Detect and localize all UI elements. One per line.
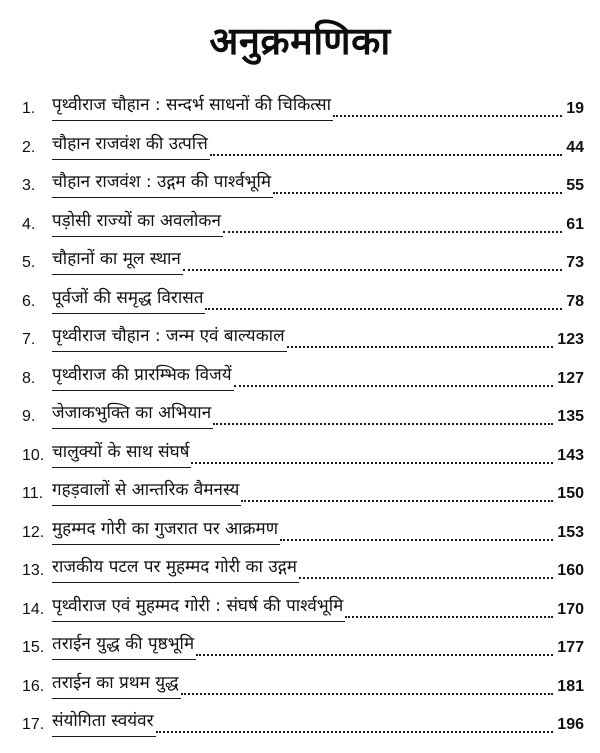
toc-entry — [22, 283, 584, 322]
entry-page-number: 19 — [566, 100, 584, 118]
entry-page-number: 150 — [557, 485, 584, 503]
toc-entry — [22, 398, 584, 437]
entry-page-number: 177 — [557, 639, 584, 657]
entry-title: चालुक्यों के साथ संघर्ष — [52, 444, 191, 468]
dot-leader — [287, 346, 554, 348]
entry-page-number: 55 — [566, 177, 584, 195]
toc-entry — [22, 129, 584, 168]
entry-page-number: 135 — [557, 408, 584, 426]
toc-entry — [22, 90, 584, 129]
toc-entry — [22, 475, 584, 514]
entry-number: 3. — [22, 177, 36, 195]
entry-title: पृथ्वीराज एवं मुहम्मद गोरी : संघर्ष की पार्श्वभूमि — [52, 598, 345, 622]
entry-number: 8. — [22, 369, 36, 387]
entry-title: जेजाकभुक्ति का अभियान — [52, 405, 213, 429]
entry-title: पृथ्वीराज चौहान : जन्म एवं बाल्यकाल — [52, 328, 287, 352]
page-title: अनुक्रमणिका — [209, 19, 391, 63]
entry-number: 11. — [22, 485, 44, 503]
entry-title: संयोगिता स्वयंवर — [52, 713, 156, 737]
entry-page-number: 160 — [557, 562, 584, 580]
entry-title: चौहान राजवंश : उद्गम की पार्श्वभूमि — [52, 174, 273, 198]
entry-title: पूर्वजों की समृद्ध विरासत — [52, 290, 205, 314]
dot-leader — [333, 115, 562, 117]
entry-title: चौहानों का मूल स्थान — [52, 251, 183, 275]
entry-number: 4. — [22, 215, 36, 233]
entry-title: गहड़वालों से आन्तरिक वैमनस्य — [52, 482, 241, 506]
toc-entry — [22, 206, 584, 245]
entry-page-number: 44 — [566, 138, 584, 156]
dot-leader — [213, 423, 553, 425]
toc-entry — [22, 437, 584, 476]
dot-leader — [241, 500, 553, 502]
entry-number: 12. — [22, 523, 45, 541]
toc-entry — [22, 668, 584, 707]
toc-entry — [22, 167, 584, 206]
entry-number: 10. — [22, 446, 45, 464]
toc-entry — [22, 591, 584, 630]
table-of-contents — [22, 90, 584, 745]
entry-number: 6. — [22, 292, 36, 310]
dot-leader — [273, 192, 562, 194]
dot-leader — [223, 231, 562, 233]
toc-entry — [22, 629, 584, 668]
dot-leader — [234, 385, 554, 387]
dot-leader — [156, 731, 554, 733]
entry-number: 17. — [22, 716, 45, 734]
entry-page-number: 61 — [566, 215, 584, 233]
entry-number: 14. — [22, 600, 45, 618]
entry-number: 15. — [22, 639, 45, 657]
toc-entry — [22, 321, 584, 360]
entry-page-number: 73 — [566, 254, 584, 272]
dot-leader — [196, 654, 553, 656]
entry-title: पृथ्वीराज चौहान : सन्दर्भ साधनों की चिकित्सा — [52, 97, 333, 121]
entry-number: 5. — [22, 254, 36, 272]
entry-number: 16. — [22, 677, 45, 695]
entry-number: 7. — [22, 331, 36, 349]
dot-leader — [210, 154, 562, 156]
dot-leader — [280, 539, 553, 541]
entry-title: तराईन का प्रथम युद्ध — [52, 675, 181, 699]
entry-number: 13. — [22, 562, 45, 580]
dot-leader — [181, 693, 554, 695]
toc-entry — [22, 244, 584, 283]
entry-page-number: 196 — [557, 716, 584, 734]
dot-leader — [191, 462, 553, 464]
dot-leader — [183, 269, 562, 271]
entry-page-number: 181 — [557, 677, 584, 695]
entry-page-number: 153 — [557, 523, 584, 541]
entry-page-number: 127 — [557, 369, 584, 387]
entry-title: पृथ्वीराज की प्रारम्भिक विजयें — [52, 367, 234, 391]
entry-page-number: 78 — [566, 292, 584, 310]
toc-entry — [22, 552, 584, 591]
entry-title: पड़ोसी राज्यों का अवलोकन — [52, 213, 223, 237]
entry-page-number: 143 — [557, 446, 584, 464]
entry-title: चौहान राजवंश की उत्पत्ति — [52, 136, 210, 160]
entry-number: 1. — [22, 100, 36, 118]
entry-page-number: 170 — [557, 600, 584, 618]
dot-leader — [205, 308, 562, 310]
dot-leader — [345, 616, 553, 618]
toc-entry — [22, 706, 584, 745]
entry-number: 9. — [22, 408, 36, 426]
entry-title: तराईन युद्ध की पृष्ठभूमि — [52, 636, 196, 660]
dot-leader — [299, 577, 553, 579]
toc-entry — [22, 360, 584, 399]
entry-title: मुहम्मद गोरी का गुजरात पर आक्रमण — [52, 521, 280, 545]
entry-title: राजकीय पटल पर मुहम्मद गोरी का उद्गम — [52, 559, 299, 583]
entry-page-number: 123 — [557, 331, 584, 349]
entry-number: 2. — [22, 138, 36, 156]
toc-entry — [22, 514, 584, 553]
